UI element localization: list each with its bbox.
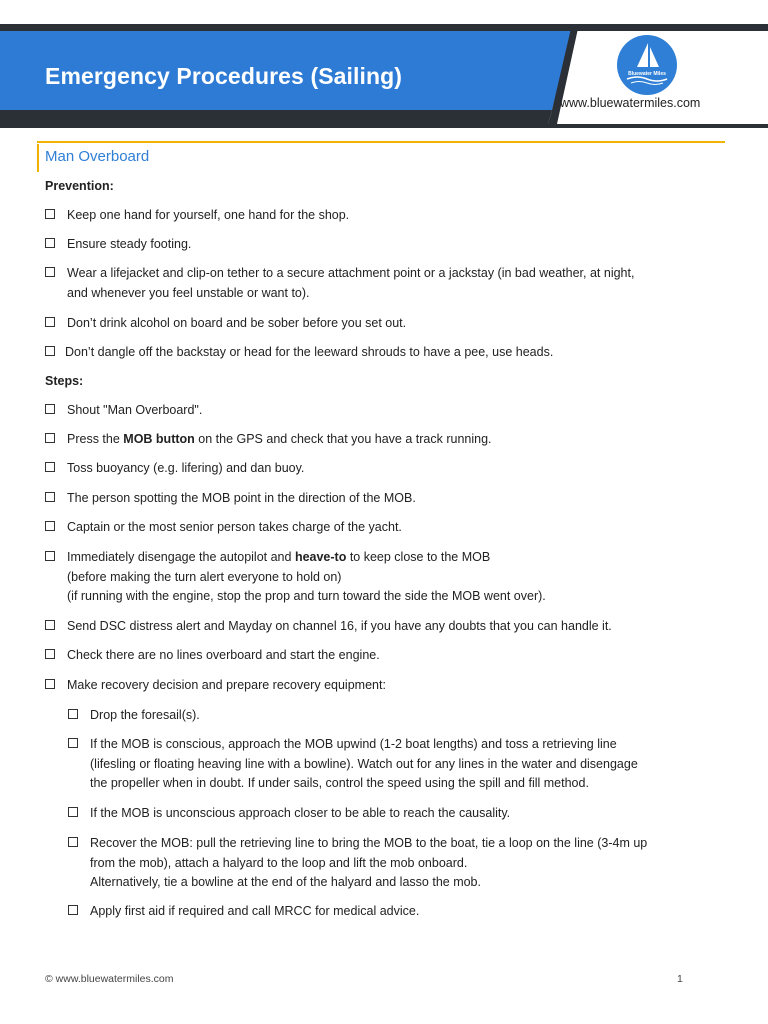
item-text: (lifesling or floating heaving line with a bowline). Watch out for any lines in the water and disengage [90, 756, 638, 771]
text-fragment: Immediately disengage the autopilot and [67, 550, 295, 564]
step-item [45, 459, 735, 479]
checkbox[interactable] [45, 238, 55, 248]
sub-step-item [68, 706, 738, 726]
section-heading [37, 139, 725, 173]
item-text: Send DSC distress alert and Mayday on channel 16, if you have any doubts that you can handle it. [67, 619, 612, 633]
item-text: Don’t dangle off the backstay or head for the leeward shrouds to have a pee, use heads. [65, 345, 554, 359]
item-text: Ensure steady footing. [67, 237, 192, 251]
page-number: 1 [677, 973, 683, 985]
step-item [45, 676, 735, 696]
sub-step-item [68, 902, 738, 922]
section-title: Man Overboard [45, 148, 150, 165]
item-text: Drop the foresail(s). [90, 708, 200, 722]
checkbox[interactable] [45, 679, 55, 689]
document-title: Emergency Procedures (Sailing) [45, 63, 403, 89]
item-text [67, 548, 735, 568]
prevention-item [45, 235, 735, 255]
text-fragment: on the GPS and check that you have a track running. [194, 432, 492, 446]
item-text: The person spotting the MOB point in the direction of the MOB. [67, 491, 416, 505]
step-item [45, 617, 735, 637]
sub-step-item [68, 804, 738, 824]
item-text: If the MOB is unconscious approach closer to be able to reach the causality. [90, 806, 511, 820]
checkbox[interactable] [45, 346, 55, 356]
checkbox[interactable] [45, 649, 55, 659]
step-item [45, 401, 735, 421]
checkbox[interactable] [45, 620, 55, 630]
item-text [67, 430, 735, 450]
section-left-rule [37, 144, 39, 172]
checkbox[interactable] [45, 462, 55, 472]
checkbox[interactable] [68, 807, 78, 817]
item-text: Apply first aid if required and call MRCC for medical advice. [90, 904, 420, 918]
checkbox[interactable] [45, 209, 55, 219]
item-text: Shout "Man Overboard". [67, 403, 203, 417]
item-text: Captain or the most senior person takes charge of the yacht. [67, 520, 402, 534]
footer-copyright: © www.bluewatermiles.com [45, 973, 174, 985]
item-text: the propeller when in doubt. If under sails, control the speed using the spill and fill method. [90, 776, 589, 790]
sub-step-item [68, 834, 738, 893]
checkbox[interactable] [45, 433, 55, 443]
checkbox[interactable] [68, 738, 78, 748]
prevention-item [45, 314, 735, 334]
checkbox[interactable] [68, 837, 78, 847]
emphasis-text: heave-to [294, 550, 347, 564]
checkbox[interactable] [68, 905, 78, 915]
checkbox[interactable] [45, 317, 55, 327]
prevention-heading: Prevention: [45, 179, 114, 193]
checkbox[interactable] [45, 551, 55, 561]
item-text: Check there are no lines overboard and start the engine. [67, 648, 380, 662]
prevention-item [45, 343, 735, 363]
emphasis-text: MOB button [123, 432, 195, 446]
prevention-item [45, 264, 735, 303]
item-text: Make recovery decision and prepare recovery equipment: [67, 678, 386, 692]
checkbox[interactable] [45, 404, 55, 414]
checkbox[interactable] [45, 492, 55, 502]
step-item [45, 489, 735, 509]
item-text: Keep one hand for yourself, one hand for the shop. [67, 208, 350, 222]
text-fragment: to keep close to the MOB [346, 550, 491, 564]
item-text: Wear a lifejacket and clip-on tether to a secure attachment point or a jackstay (in bad weather, at night, [67, 266, 635, 280]
item-text: Recover the MOB: pull the retrieving line to bring the MOB to the boat, tie a loop on the line (3-4m up [90, 836, 648, 850]
sub-step-item [68, 735, 738, 794]
checkbox[interactable] [68, 709, 78, 719]
logo-text: Bluewater Miles [628, 71, 666, 77]
item-text: (if running with the engine, stop the prop and turn toward the side the MOB went over). [67, 589, 546, 603]
steps-heading: Steps: [45, 374, 84, 388]
item-text: Alternatively, tie a bowline at the end of the halyard and lasso the mob. [90, 875, 481, 889]
checkbox[interactable] [45, 267, 55, 277]
checkbox[interactable] [45, 521, 55, 531]
sailboat-icon [617, 35, 677, 95]
step-item [45, 518, 735, 538]
step-item [45, 646, 735, 666]
item-text: Toss buoyancy (e.g. lifering) and dan buoy. [67, 461, 305, 475]
bluewater-miles-logo [617, 35, 677, 95]
item-text: If the MOB is conscious, approach the MOB upwind (1-2 boat lengths) and toss a retrieving line [90, 737, 617, 751]
section-top-rule [37, 141, 725, 143]
header-website-url[interactable]: www.bluewatermiles.com [560, 96, 701, 110]
item-text: and whenever you feel unstable or want to). [67, 285, 310, 300]
step-item [45, 430, 735, 450]
prevention-item [45, 206, 735, 226]
item-text: (before making the turn alert everyone to hold on) [67, 569, 342, 584]
item-text: from the mob), attach a halyard to the loop and lift the mob onboard. [90, 855, 468, 870]
text-fragment: Press the [67, 432, 124, 446]
item-text: Don’t drink alcohol on board and be sober before you set out. [67, 316, 407, 330]
step-item [45, 548, 735, 607]
